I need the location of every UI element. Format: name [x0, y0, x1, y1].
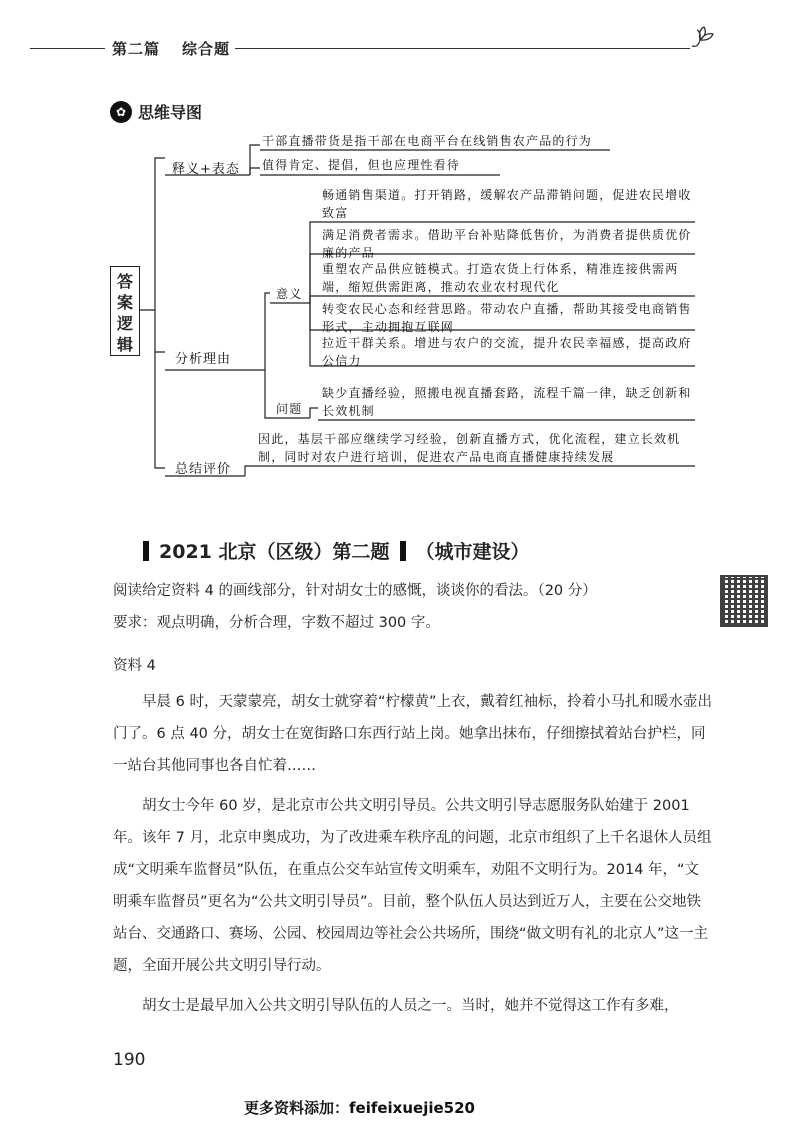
meaning-item: 满足消费者需求。借助平台补贴降低售价，为消费者提供质优价廉的产品 [322, 228, 692, 260]
problem-item: 缺少直播经验，照搬电视直播套路，流程千篇一律，缺乏创新和长效机制 [322, 386, 692, 418]
mindmap-root: 答案逻辑 [110, 266, 140, 356]
branch-definition-line2: 值得肯定、提倡，但也应理性看待 [262, 158, 461, 172]
meaning-item: 转变农民心态和经营思路。带动农户直播，帮助其接受电商销售形式，主动拥抱互联网 [322, 302, 692, 334]
mindmap-title-text: 思维导图 [138, 103, 203, 122]
meaning-item: 拉近干群关系。增进与农户的交流，提升农民幸福感，提高政府公信力 [322, 336, 692, 368]
section-heading [143, 537, 530, 564]
section-tag: （城市建设） [415, 541, 530, 563]
material-label: 资料 4 [113, 658, 156, 674]
branch-summary-text: 因此，基层干部应继续学习经验，创新直播方式，优化流程，建立长效机制，同时对农户进行培训，促进农产品电商直播健康持续发展 [258, 432, 681, 464]
body-paragraph: 胡女士是最早加入公共文明引导队伍的人员之一。当时，她并不觉得这工作有多难， [142, 998, 679, 1014]
header-part: 第二篇 [112, 40, 161, 58]
branch-definition-line1: 干部直播带货是指干部在电商平台在线销售农产品的行为 [262, 134, 593, 148]
branch-summary: 总结评价 [175, 462, 232, 477]
sub-branch-meaning: 意义 [276, 287, 303, 301]
meaning-item: 重塑农产品供应链模式。打造农货上行体系，精准连接供需两端，缩短供需距离，推动农业农村现代化 [322, 262, 679, 294]
meaning-item: 畅通销售渠道。打开销路，缓解农产品滞销问题，促进农民增收致富 [322, 188, 692, 220]
body-paragraph: 胡女士今年 60 岁，是北京市公共文明引导员。公共文明引导志愿服务队始建于 2001 年。该年 7 月，北京申奥成功，为了改进乘车秩序乱的问题，北京市组织了上千名退休人员组成“文明乘车监督员”队伍，在重点公交车站宣传文明乘车，劝阻不文明行为。2014 年，“文明乘车监督员”更名为“公共文明引导员”。目前，整个队伍人员达到近万人，主要在公交地铁站台、交通路口、赛场、公园、校园周边等社会公共场所，围绕“做文明有礼的北京人”这一主题，全面开展公共文明引导行动。 [113, 798, 712, 974]
section-title: 2021 北京（区级）第二题 [159, 541, 390, 563]
header-title: 综合题 [182, 40, 231, 58]
branch-analysis: 分析理由 [175, 352, 232, 367]
question-text: 阅读给定资料 4 的画线部分，针对胡女士的感慨，谈谈你的看法。（20 分） [113, 583, 597, 599]
heading-bar [400, 541, 406, 561]
qr-code [720, 575, 768, 627]
heading-bar [143, 541, 149, 561]
requirement-text: 要求：观点明确，分析合理，字数不超过 300 字。 [113, 615, 440, 631]
sub-branch-problem: 问题 [276, 402, 303, 416]
footer-note: 更多资料添加：feifeixuejie520 [244, 1099, 475, 1117]
branch-definition: 释义+表态 [172, 162, 240, 177]
mindmap-icon: ✿ [110, 101, 132, 123]
page-number: 190 [113, 1050, 146, 1070]
body-paragraph: 早晨 6 时，天蒙蒙亮，胡女士就穿着“柠檬黄”上衣，戴着红袖标，拎着小马扎和暖水壶出门了。6 点 40 分，胡女士在宽街路口东西行站上岗。她拿出抹布，仔细擦拭着站台护栏，同一站台其他同事也各自忙着…… [113, 694, 712, 774]
